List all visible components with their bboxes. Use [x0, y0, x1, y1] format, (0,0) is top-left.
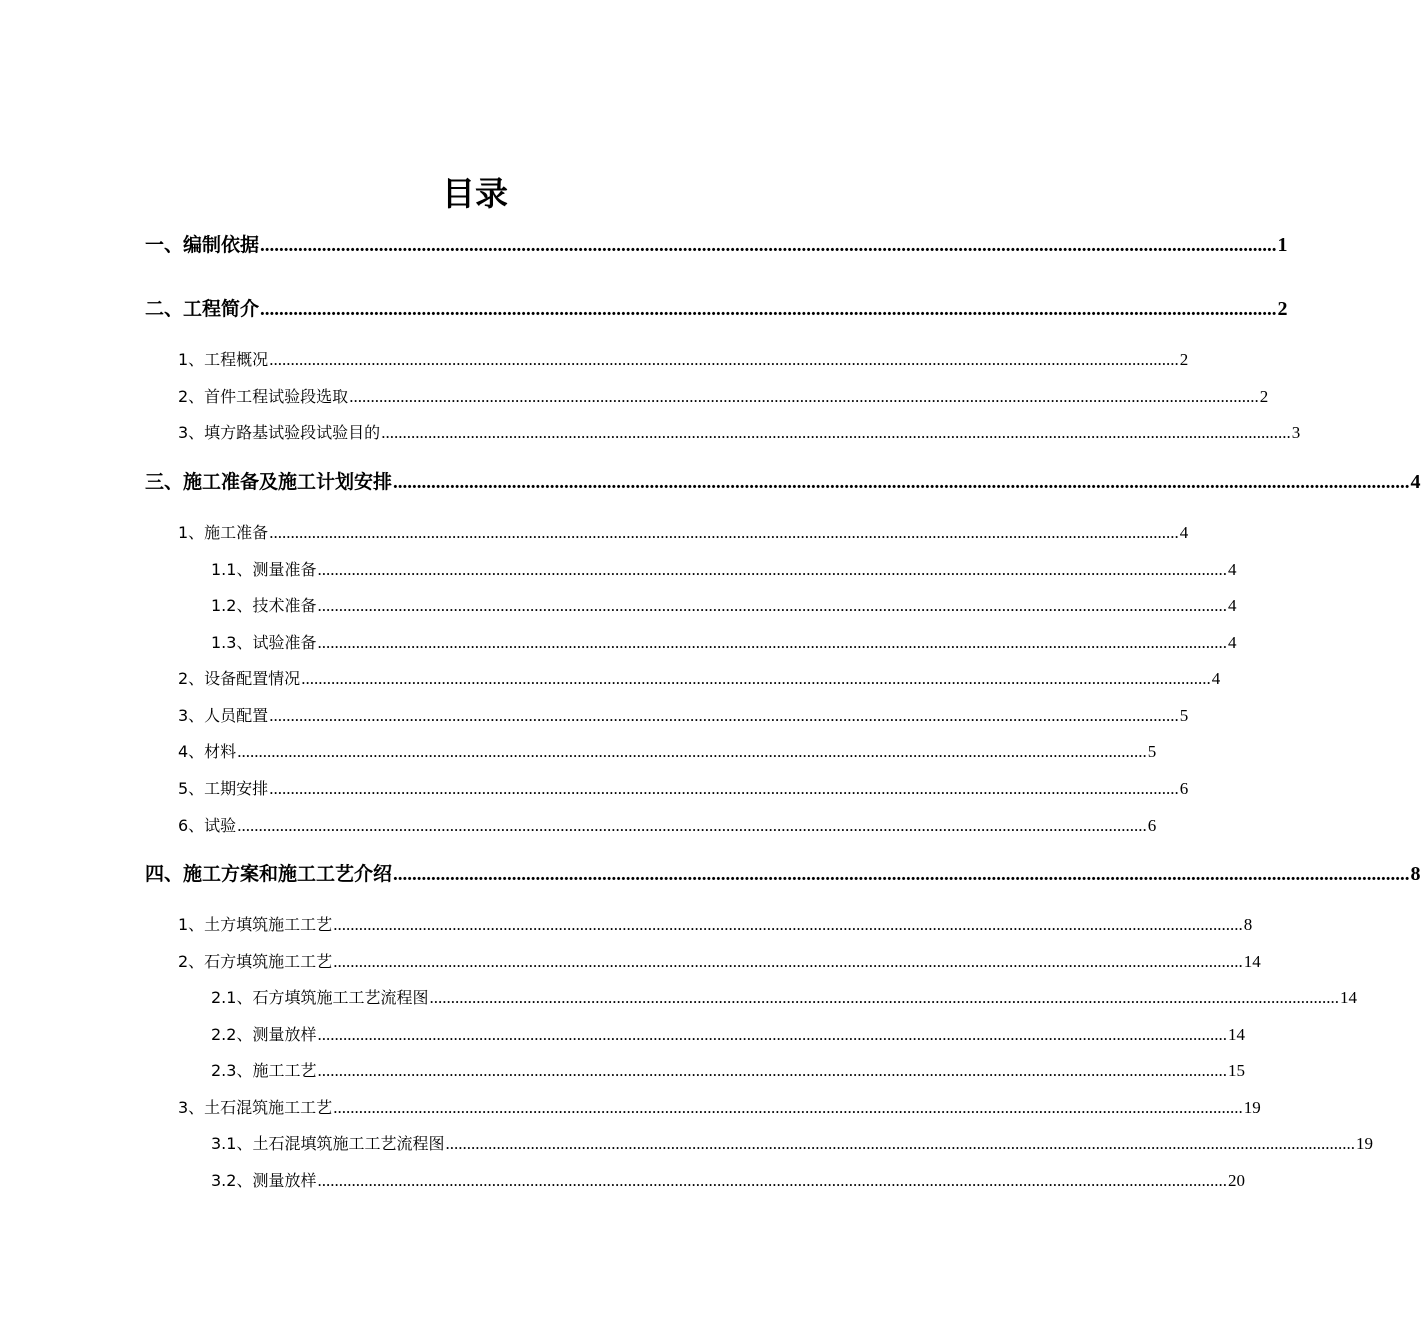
- toc-entry-label: 2.3、施工工艺: [211, 1061, 317, 1080]
- toc-entry-label: 2、设备配置情况: [178, 669, 301, 688]
- toc-page-number: 15: [1227, 1061, 1245, 1080]
- toc-entry-label: 3.2、测量放样: [211, 1171, 317, 1190]
- toc-entry-label: 3、填方路基试验段试验目的: [178, 423, 381, 442]
- toc-leader: ......................................................................................................................................................................................................................: [393, 864, 1410, 885]
- toc-leader: ......................................................................................................................................................................................................................: [349, 387, 1259, 406]
- toc-entry[interactable]: [211, 985, 1357, 1008]
- toc-entry-label: 一、编制依据: [145, 234, 260, 256]
- toc-entry[interactable]: [145, 294, 1288, 321]
- toc-entry-label: 1.3、试验准备: [211, 633, 317, 652]
- toc-entry-label: 1.2、技术准备: [211, 596, 317, 615]
- toc-leader: ......................................................................................................................................................................................................................: [317, 633, 1227, 652]
- toc-entry[interactable]: [178, 1095, 1261, 1118]
- toc-leader: ......................................................................................................................................................................................................................: [381, 423, 1291, 442]
- toc-leader: ......................................................................................................................................................................................................................: [269, 523, 1179, 542]
- toc-leader: ......................................................................................................................................................................................................................: [445, 1134, 1355, 1153]
- toc-page-number: 4: [1227, 633, 1237, 652]
- toc-page-number: 4: [1410, 471, 1421, 493]
- toc-entry[interactable]: [211, 593, 1237, 616]
- toc-entry[interactable]: [211, 1022, 1245, 1045]
- toc-entry[interactable]: [211, 557, 1237, 580]
- toc-leader: ......................................................................................................................................................................................................................: [260, 235, 1277, 256]
- toc-page-number: 2: [1259, 387, 1269, 406]
- toc-leader: ......................................................................................................................................................................................................................: [333, 915, 1243, 934]
- toc-entry[interactable]: [211, 1168, 1245, 1191]
- toc-leader: ......................................................................................................................................................................................................................: [317, 596, 1227, 615]
- toc-entry[interactable]: [178, 949, 1261, 972]
- toc-entry-label: 2.1、石方填筑施工工艺流程图: [211, 988, 429, 1007]
- toc-entry-label: 2、首件工程试验段选取: [178, 387, 349, 406]
- toc-entry-label: 3.1、土石混填筑施工工艺流程图: [211, 1134, 445, 1153]
- toc-leader: ......................................................................................................................................................................................................................: [333, 952, 1243, 971]
- toc-entry[interactable]: [178, 384, 1269, 407]
- toc-entry-label: 2、石方填筑施工工艺: [178, 952, 333, 971]
- toc-page-number: 4: [1211, 669, 1221, 688]
- toc-page-number: 19: [1243, 1098, 1261, 1117]
- toc-leader: ......................................................................................................................................................................................................................: [269, 706, 1179, 725]
- toc-leader: ......................................................................................................................................................................................................................: [429, 988, 1339, 1007]
- toc-page-number: 6: [1147, 816, 1157, 835]
- toc-leader: ......................................................................................................................................................................................................................: [301, 669, 1211, 688]
- toc-leader: ......................................................................................................................................................................................................................: [317, 1061, 1227, 1080]
- toc-page-number: 3: [1291, 423, 1301, 442]
- toc-page-number: 2: [1179, 350, 1189, 369]
- toc-page-number: 4: [1179, 523, 1189, 542]
- toc-entry[interactable]: [178, 520, 1189, 543]
- toc-leader: ......................................................................................................................................................................................................................: [269, 779, 1179, 798]
- toc-entry-label: 1、土方填筑施工工艺: [178, 915, 333, 934]
- toc-page-number: 14: [1339, 988, 1357, 1007]
- toc-entry-label: 1、施工准备: [178, 523, 269, 542]
- toc-leader: ......................................................................................................................................................................................................................: [317, 1171, 1227, 1190]
- toc-entry[interactable]: [145, 859, 1421, 886]
- toc-leader: ......................................................................................................................................................................................................................: [333, 1098, 1243, 1117]
- toc-title: 目录: [442, 174, 508, 213]
- toc-entry-label: 三、施工准备及施工计划安排: [145, 471, 393, 493]
- toc-entry-label: 4、材料: [178, 742, 237, 761]
- toc-entry[interactable]: [178, 347, 1189, 370]
- toc-entry-label: 6、试验: [178, 816, 237, 835]
- toc-entry[interactable]: [178, 420, 1301, 443]
- toc-entry[interactable]: [145, 230, 1288, 257]
- toc-entry[interactable]: [178, 776, 1189, 799]
- toc-page-number: 20: [1227, 1171, 1245, 1190]
- toc-page-number: 4: [1227, 560, 1237, 579]
- toc-entry[interactable]: [178, 703, 1189, 726]
- toc-entry[interactable]: [211, 1131, 1373, 1154]
- toc-page-number: 14: [1227, 1025, 1245, 1044]
- toc-entry-label: 二、工程简介: [145, 298, 260, 320]
- toc-entry[interactable]: [178, 739, 1157, 762]
- toc-leader: ......................................................................................................................................................................................................................: [317, 560, 1227, 579]
- toc-page-number: 5: [1179, 706, 1189, 725]
- toc-entry[interactable]: [178, 813, 1157, 836]
- toc-page-number: 5: [1147, 742, 1157, 761]
- toc-entry-label: 1.1、测量准备: [211, 560, 317, 579]
- toc-entry-label: 3、土石混筑施工工艺: [178, 1098, 333, 1117]
- toc-leader: ......................................................................................................................................................................................................................: [317, 1025, 1227, 1044]
- toc-leader: ......................................................................................................................................................................................................................: [260, 299, 1277, 320]
- toc-entry-label: 5、工期安排: [178, 779, 269, 798]
- toc-leader: ......................................................................................................................................................................................................................: [269, 350, 1179, 369]
- toc-page-number: 8: [1243, 915, 1253, 934]
- toc-page-number: 19: [1355, 1134, 1373, 1153]
- toc-entry-label: 3、人员配置: [178, 706, 269, 725]
- toc-page-number: 14: [1243, 952, 1261, 971]
- toc-page-number: 6: [1179, 779, 1189, 798]
- toc-entry[interactable]: [178, 912, 1253, 935]
- toc-page-number: 8: [1410, 863, 1421, 885]
- toc-entry-label: 1、工程概况: [178, 350, 269, 369]
- toc-page-number: 4: [1227, 596, 1237, 615]
- toc-entry[interactable]: [211, 630, 1237, 653]
- toc-entry[interactable]: [178, 666, 1221, 689]
- toc-leader: ......................................................................................................................................................................................................................: [237, 816, 1147, 835]
- toc-leader: ......................................................................................................................................................................................................................: [393, 472, 1410, 493]
- toc-page-number: 1: [1277, 234, 1288, 256]
- toc-page-number: 2: [1277, 298, 1288, 320]
- toc-entry[interactable]: [145, 467, 1421, 494]
- toc-entry[interactable]: [211, 1058, 1245, 1081]
- toc-leader: ......................................................................................................................................................................................................................: [237, 742, 1147, 761]
- toc-entry-label: 2.2、测量放样: [211, 1025, 317, 1044]
- toc-entry-label: 四、施工方案和施工工艺介绍: [145, 863, 393, 885]
